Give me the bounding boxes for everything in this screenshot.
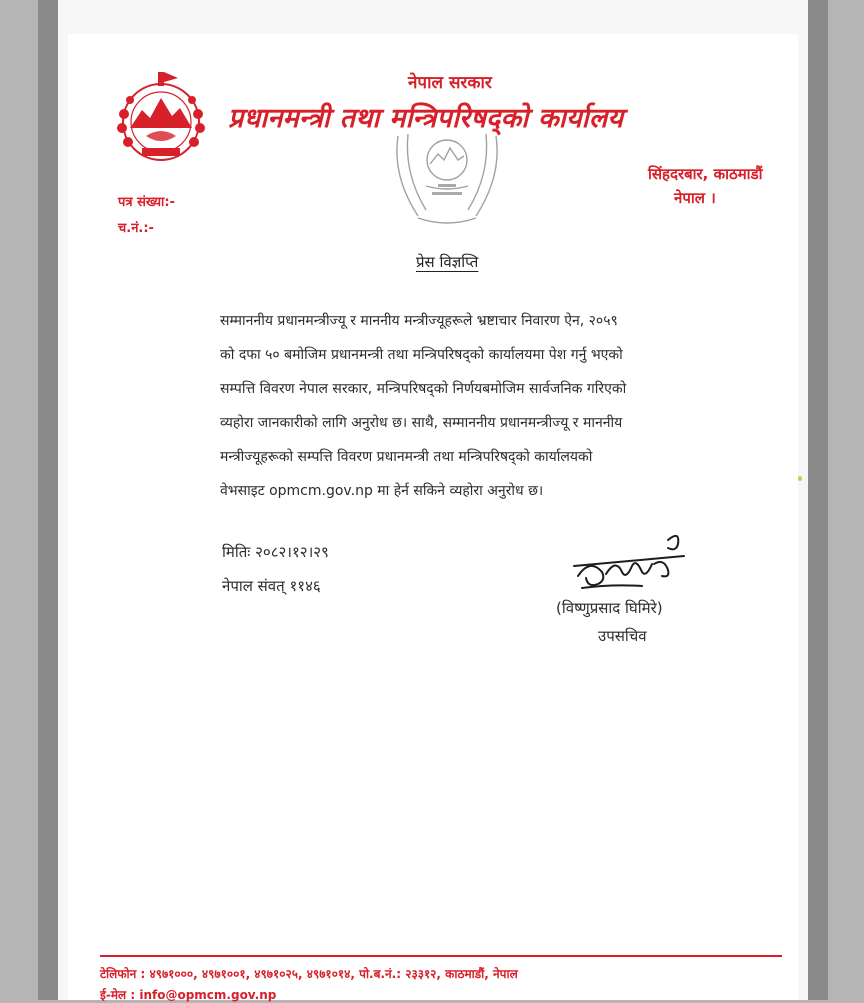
footer-email-line: ई-मेल : info@opmcm.gov.np (100, 988, 277, 1002)
body-line: सम्पत्ति विवरण नेपाल सरकार, मन्त्रिपरिषद्को निर्णयबमोजिम सार्वजनिक गरिएको (220, 381, 627, 397)
address-line-1: सिंहदरबार, काठमाडौं (648, 165, 763, 183)
footer-phone-line: टेलिफोन : ४९७१०००, ४९७१००१, ४९७१०२५, ४९७१०१४, पो.ब.नं.: २३३१२, काठमाडौं, नेपाल (100, 967, 518, 981)
address-line-2: नेपाल । (674, 189, 716, 207)
reference-number-label: पत्र संख्या:- (118, 195, 175, 210)
handwritten-signature (572, 528, 692, 598)
office-seal-stamp (378, 126, 516, 228)
nepal-era-date: नेपाल संवत् ११४६ (222, 577, 321, 595)
nepal-emblem-icon (108, 66, 214, 172)
government-name: नेपाल सरकार (408, 73, 492, 93)
signatory-designation: उपसचिव (598, 627, 647, 645)
signatory-name: (विष्णुप्रसाद घिमिरे) (556, 599, 663, 617)
dispatch-number-label: च.नं.:- (118, 221, 154, 236)
body-line: सम्माननीय प्रधानमन्त्रीज्यू र माननीय मन्त्रीज्यूहरूले भ्रष्टाचार निवारण ऐन, २०५९ (220, 313, 618, 329)
notice-body (220, 304, 752, 508)
notice-date: मितिः २०८२।१२।२९ (222, 543, 329, 561)
notice-heading: प्रेस विज्ञप्ति (416, 253, 479, 271)
body-line: मन्त्रीज्यूहरूको सम्पत्ति विवरण प्रधानमन्त्री तथा मन्त्रिपरिषद्को कार्यालयको (220, 449, 593, 465)
body-line: वेभसाइट opmcm.gov.np मा हेर्न सकिने व्यहोरा अनुरोध छ। (220, 483, 544, 499)
scan-speck (798, 476, 802, 481)
body-line: व्यहोरा जानकारीको लागि अनुरोध छ। साथै, सम्माननीय प्रधानमन्त्रीज्यू र माननीय (220, 415, 623, 431)
footer-divider (100, 955, 782, 957)
office-name: प्रधानमन्त्री तथा मन्त्रिपरिषद्को कार्यालय (228, 103, 624, 134)
body-line: को दफा ५० बमोजिम प्रधानमन्त्री तथा मन्त्रिपरिषद्को कार्यालयमा पेश गर्नु भएको (220, 347, 623, 363)
